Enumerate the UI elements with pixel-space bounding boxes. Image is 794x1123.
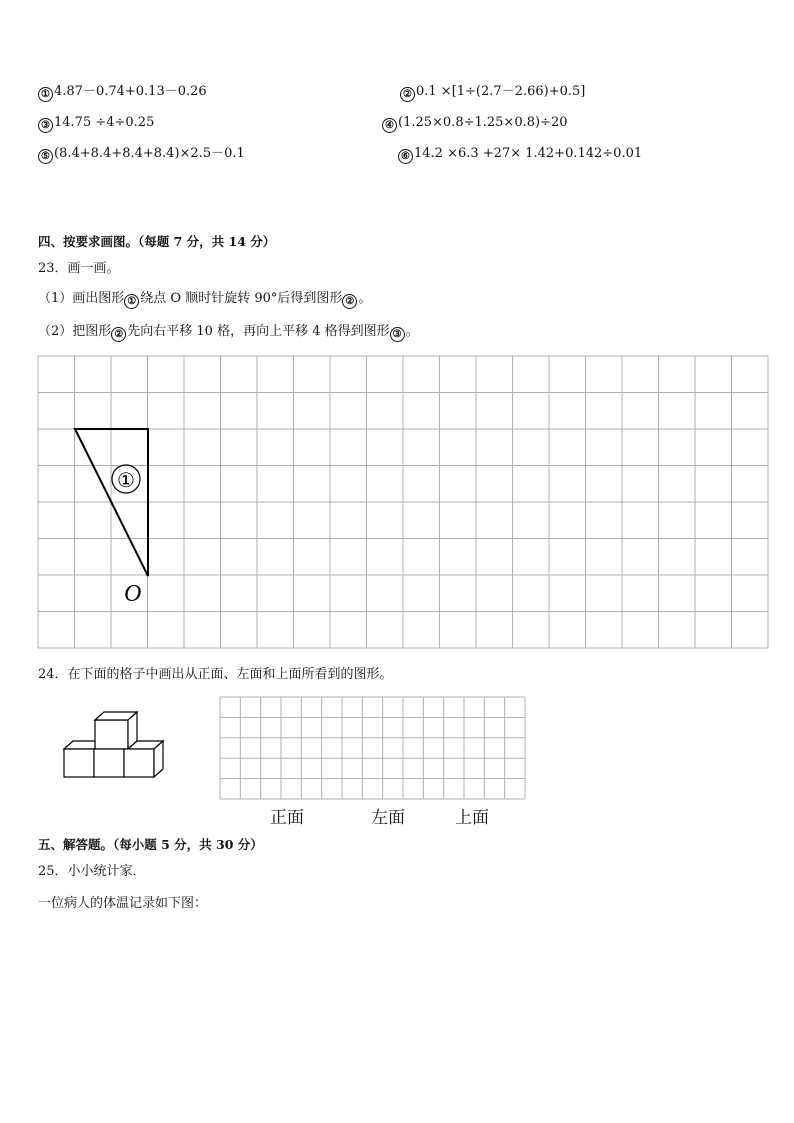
shape-1-label: ① xyxy=(117,470,135,492)
view-label-front: 正面 xyxy=(270,808,304,828)
views-grid[interactable] xyxy=(220,697,525,799)
problem-expression: 0.1 ×[1÷(2.7－2.66)+0.5] xyxy=(416,84,586,99)
problem-number: ⑤ xyxy=(38,149,53,164)
cube-top-face xyxy=(64,741,95,749)
cube-front-face xyxy=(94,749,124,777)
shape-number: ② xyxy=(342,294,357,309)
shape-number: ③ xyxy=(390,327,405,342)
part-text: 。 xyxy=(405,324,419,339)
view-label-left: 左面 xyxy=(371,808,405,828)
question-24-title: 24．在下面的格子中画出从正面、左面和上面所看到的图形。 xyxy=(38,667,393,682)
part-text: （1）画出图形 xyxy=(38,291,125,306)
problem-number: ⑥ xyxy=(398,149,413,164)
question-23-title: 23．画一画。 xyxy=(38,261,120,276)
problem-expression: 4.87－0.74+0.13－0.26 xyxy=(54,84,207,99)
cube-front-face xyxy=(124,749,154,777)
question-25-text: 一位病人的体温记录如下图： xyxy=(38,896,208,911)
problem-number: ① xyxy=(38,87,53,102)
part-text: （2）把图形 xyxy=(38,324,112,339)
problem-expression: 14.2 ×6.3 +27× 1.42+0.142÷0.01 xyxy=(414,146,643,161)
problem-expression: 14.75 ÷4÷0.25 xyxy=(54,115,155,130)
problem-number: ② xyxy=(400,87,415,102)
rotation-point-label: O xyxy=(124,581,142,607)
section-4-heading: 四、按要求画图。（每题 7 分，共 14 分） xyxy=(38,234,276,249)
cube-front-face xyxy=(95,720,128,749)
cube-front-face xyxy=(64,749,94,777)
problem-number: ③ xyxy=(38,118,53,133)
question-25-title: 25．小小统计家． xyxy=(38,864,146,879)
shape-number: ① xyxy=(124,294,139,309)
part-text: 先向右平移 10 格，再向上平移 4 格得到图形 xyxy=(127,324,390,339)
part-text: 绕点 O 顺时针旋转 90°后得到图形 xyxy=(140,291,343,306)
view-label-top: 上面 xyxy=(455,808,489,828)
problem-expression: (1.25×0.8÷1.25×0.8)÷20 xyxy=(398,115,568,130)
section-5-heading: 五、解答题。（每小题 5 分，共 30 分） xyxy=(38,837,263,852)
problem-number: ④ xyxy=(382,118,397,133)
part-text: 。 xyxy=(358,291,372,306)
shape-number: ② xyxy=(111,327,126,342)
problem-expression: (8.4+8.4+8.4+8.4)×2.5－0.1 xyxy=(54,146,245,161)
cube-stack-figure xyxy=(64,712,163,777)
